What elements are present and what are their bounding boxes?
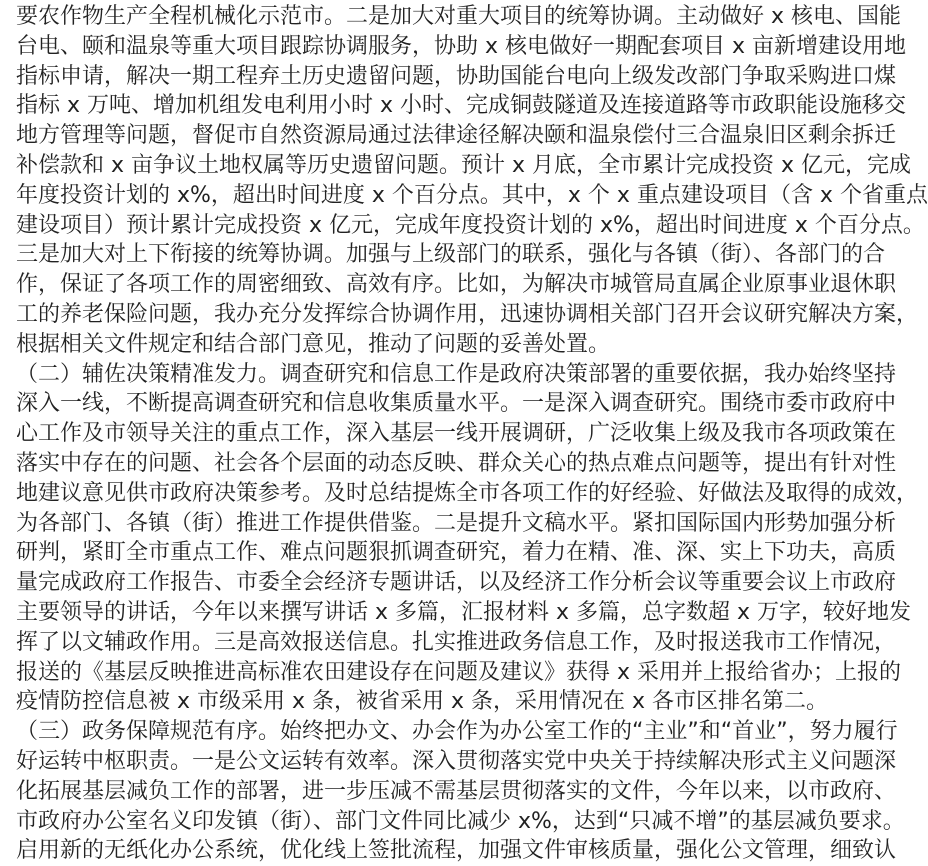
text-line: （三）政务保障规范有序。始终把办文、办会作为办公室工作的“主业”和“首业”，努力履行: [16, 719, 898, 745]
text-line: 化拓展基层减负工作的部署，进一步压减不需基层贯彻落实的文件，今年以来，以市政府、: [16, 778, 897, 804]
text-line: 市政府办公室名义印发镇（街）、部门文件同比减少 x%，达到“只减不增”的基层减负要求。: [16, 808, 905, 834]
text-line: 指标 x 万吨、增加机组发电利用小时 x 小时、完成铜鼓隧道及连接道路等市政职能设施移交: [16, 93, 907, 119]
text-line: 心工作及市领导关注的重点工作，深入基层一线开展调研，广泛收集上级及我市各项政策在: [16, 421, 897, 447]
text-line: 工的养老保险问题，我办充分发挥综合协调作用，迅速协调相关部门召开会议研究解决方案，: [16, 301, 919, 327]
text-line: 好运转中枢职责。一是公文运转有效率。深入贯彻落实党中央关于持续解决形式主义问题深: [16, 748, 897, 774]
text-line: 启用新的无纸化办公系统，优化线上签批流程，加强文件审核质量，强化公文管理，细致认: [16, 838, 897, 864]
text-line: 台电、颐和温泉等重大项目跟踪协调服务，协助 x 核电做好一期配套项目 x 亩新增建设用地: [16, 33, 907, 59]
text-line: 疫情防控信息被 x 市级采用 x 条，被省采用 x 条，采用情况在 x 各市区排名第二。: [16, 689, 829, 715]
text-line: 指标申请，解决一期工程弃土历史遗留问题，协助国能台电向上级发改部门争取采购进口煤: [16, 63, 897, 89]
text-line: （二）辅佐决策精准发力。调查研究和信息工作是政府决策部署的重要依据，我办始终坚持: [16, 361, 897, 387]
text-line: 主要领导的讲话，今年以来撰写讲话 x 多篇，汇报材料 x 多篇，总字数超 x 万字，较好地发: [16, 599, 912, 625]
text-line: 补偿款和 x 亩争议土地权属等历史遗留问题。预计 x 月底，全市累计完成投资 x 亿元，完成: [16, 152, 912, 178]
text-line: 作，保证了各项工作的周密细致、高效有序。比如，为解决市城管局直属企业原事业退休职: [16, 272, 897, 298]
text-line: 研判，紧盯全市重点工作、难点问题狠抓调查研究，着力在精、准、深、实上下功夫，高质: [16, 540, 897, 566]
text-line: 地方管理等问题，督促市自然资源局通过法律途径解决颐和温泉偿付三合温泉旧区剩余拆迁: [16, 123, 897, 149]
text-line: 为各部门、各镇（街）推进工作提供借鉴。二是提升文稿水平。紧扣国际国内形势加强分析: [16, 510, 897, 536]
text-line: 落实中存在的问题、社会各个层面的动态反映、群众关心的热点难点问题等，提出有针对性: [16, 450, 897, 476]
text-line: 量完成政府工作报告、市委全会经济专题讲话，以及经济工作分析会议等重要会议上市政府: [16, 570, 897, 596]
text-line: 年度投资计划的 x%，超出时间进度 x 个百分点。其中，x 个 x 重点建设项目（含 x 个省重点: [16, 182, 928, 208]
text-line: 根据相关文件规定和结合部门意见，推动了问题的妥善处置。: [16, 331, 611, 357]
text-line: 建设项目）预计累计完成投资 x 亿元，完成年度投资计划的 x%，超出时间进度 x 个百分点。: [16, 212, 925, 238]
text-line: 挥了以文辅政作用。三是高效报送信息。扎实推进政务信息工作，及时报送我市工作情况，: [16, 629, 897, 655]
document-body: [16, 2, 928, 866]
text-line: 报送的《基层反映推进高标准农田建设存在问题及建议》获得 x 采用并上报给省办；上报的: [16, 659, 902, 685]
text-line: 要农作物生产全程机械化示范市。二是加大对重大项目的统筹协调。主动做好 x 核电、国能: [16, 4, 902, 29]
text-line: 深入一线，不断提高调查研究和信息收集质量水平。一是深入调查研究。围绕市委市政府中: [16, 391, 897, 417]
text-line: 三是加大对上下衔接的统筹协调。加强与上级部门的联系，强化与各镇（街）、各部门的合: [16, 242, 886, 268]
text-line: 地建议意见供市政府决策参考。及时总结提炼全市各项工作的好经验、好做法及取得的成效，: [16, 480, 919, 506]
